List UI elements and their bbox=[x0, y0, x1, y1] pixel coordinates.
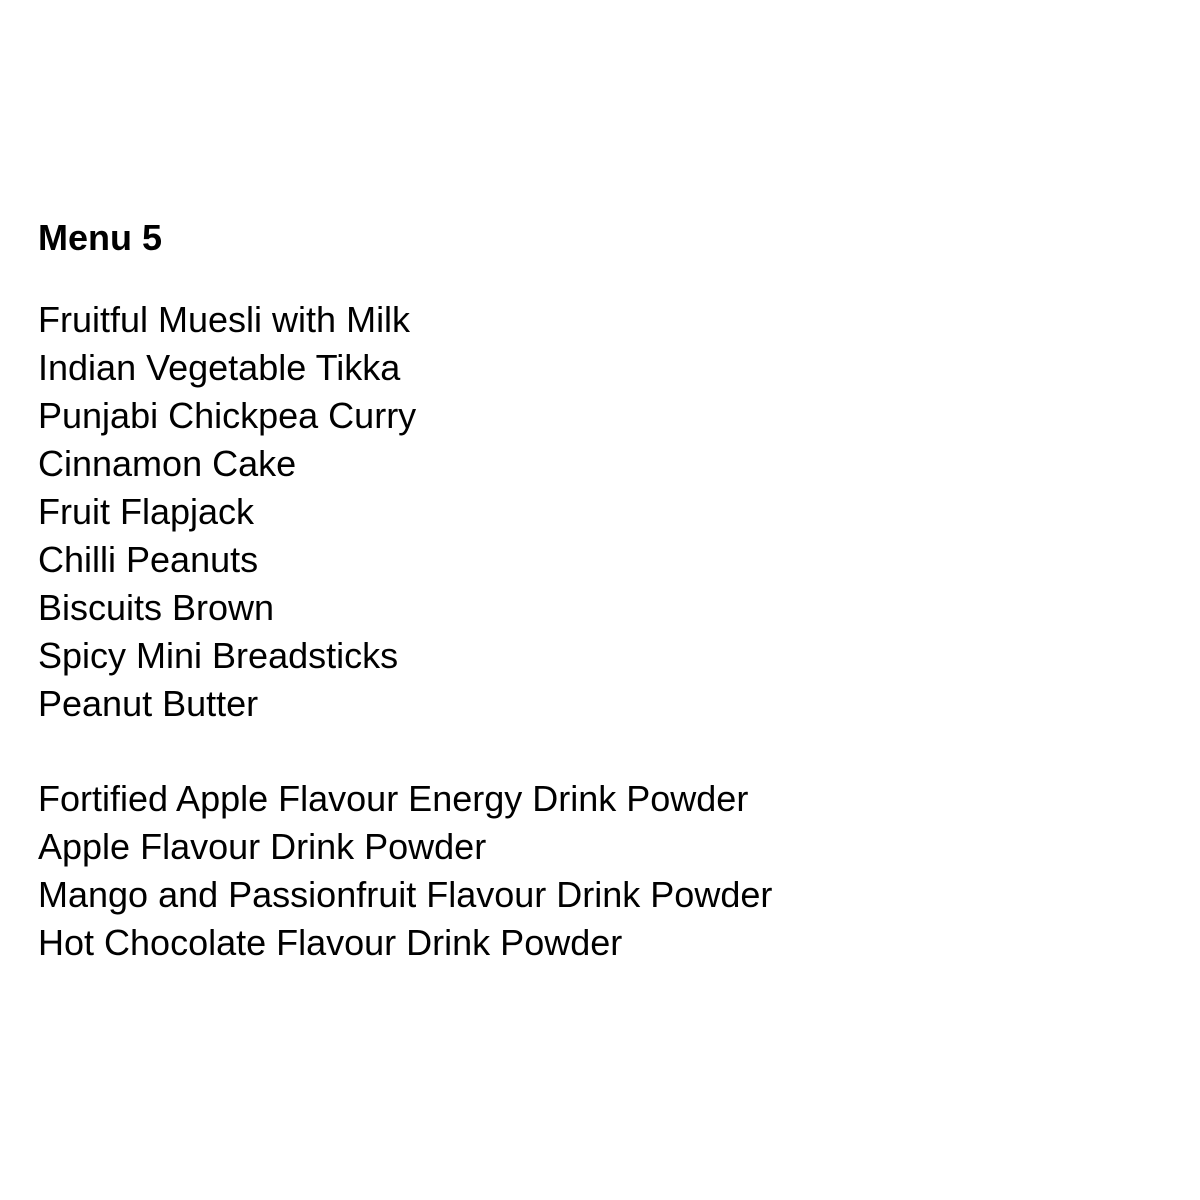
food-item: Fruit Flapjack bbox=[38, 491, 255, 532]
food-item: Peanut Butter bbox=[38, 683, 259, 724]
drink-item: Apple Flavour Drink Powder bbox=[38, 826, 487, 867]
drink-item-list bbox=[38, 775, 772, 967]
food-item-list bbox=[38, 296, 416, 728]
drink-item: Fortified Apple Flavour Energy Drink Powder bbox=[38, 778, 749, 819]
food-item: Punjabi Chickpea Curry bbox=[38, 395, 417, 436]
food-item: Indian Vegetable Tikka bbox=[38, 347, 401, 388]
food-item: Biscuits Brown bbox=[38, 587, 275, 628]
food-item: Cinnamon Cake bbox=[38, 443, 297, 484]
food-item: Chilli Peanuts bbox=[38, 539, 259, 580]
food-item: Fruitful Muesli with Milk bbox=[38, 299, 411, 340]
menu-title: Menu 5 bbox=[38, 217, 163, 258]
food-item: Spicy Mini Breadsticks bbox=[38, 635, 399, 676]
drink-item: Hot Chocolate Flavour Drink Powder bbox=[38, 922, 623, 963]
drink-item: Mango and Passionfruit Flavour Drink Powder bbox=[38, 874, 773, 915]
